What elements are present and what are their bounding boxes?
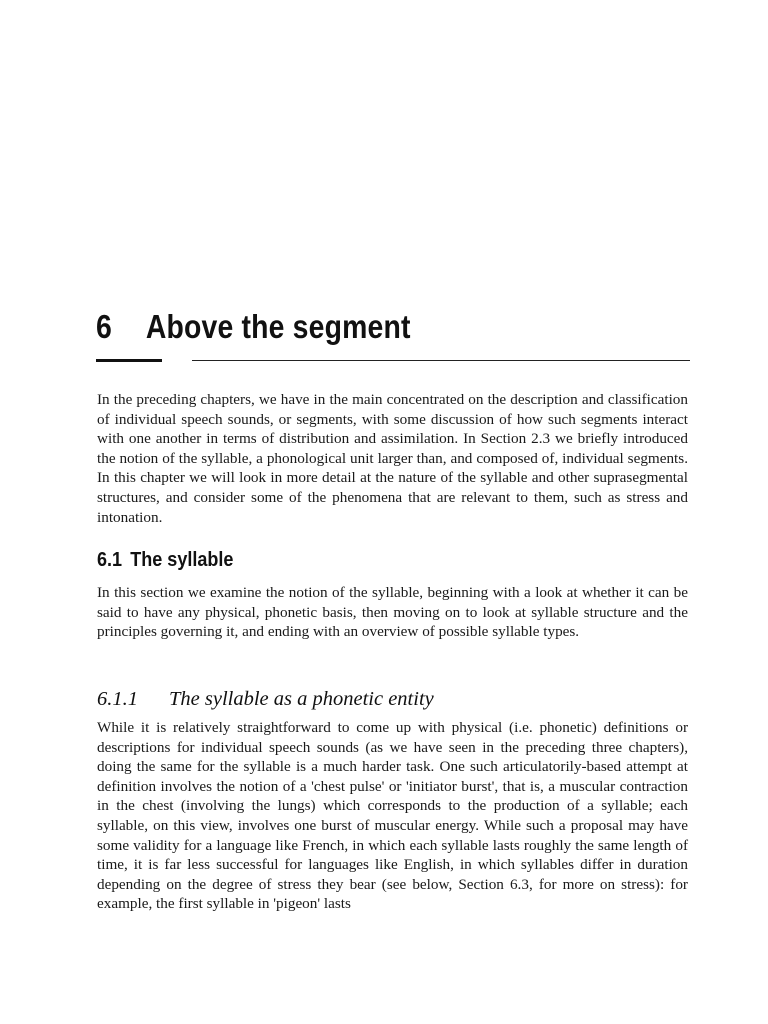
subsection-title: The syllable as a phonetic entity [169, 688, 434, 710]
section-paragraph: In this section we examine the notion of the syllable, beginning with a look at whether it can be said to have any physical, phonetic basis, then moving on to look at syllable structure and the principles governing it, and ending with an overview of possible syllable types. [97, 584, 688, 641]
section-title: The syllable [130, 549, 234, 571]
subsection-heading [97, 688, 434, 711]
chapter-number: 6 [96, 308, 112, 345]
section-number: 6.1 [97, 549, 123, 571]
subsection-paragraph: While it is relatively straightforward to come up with physical (i.e. phonetic) definitions or descriptions for individual speech sounds (as we have seen in the preceding three chapters), doing the same for the syllable is a much harder task. One such articulatorily-based attempt at definition involves the notion of a 'chest pulse' or 'initiator burst', that is, a muscular contraction in the chest (involving the lungs) which corresponds to the production of a syllable; each syllable, on this view, involves one burst of muscular energy. While such a proposal may have some validity for a language like French, in which each syllable lasts roughly the same length of time, it is far less successful for languages like English, in which syllables differ in duration depending on the degree of stress they bear (see below, Section 6.3, for more on stress): for example, the first syllable in 'pigeon' lasts [97, 719, 688, 913]
chapter-rule-long [192, 360, 690, 361]
chapter-rule-short [96, 359, 162, 362]
section-heading [97, 549, 233, 572]
intro-paragraph: In the preceding chapters, we have in the main concentrated on the description and classification of individual speech sounds, or segments, with some discussion of how such segments interact with one another in terms of distribution and assimilation. In Section 2.3 we briefly introduced the notion of the syllable, a phonological unit larger than, and composed of, individual segments. In this chapter we will look in more detail at the nature of the syllable and other suprasegmental structures, and consider some of the phenomena that are relevant to them, such as stress and intonation. [97, 391, 688, 526]
chapter-title: Above the segment [145, 308, 411, 345]
subsection-number: 6.1.1 [97, 688, 138, 710]
chapter-heading [96, 308, 411, 346]
